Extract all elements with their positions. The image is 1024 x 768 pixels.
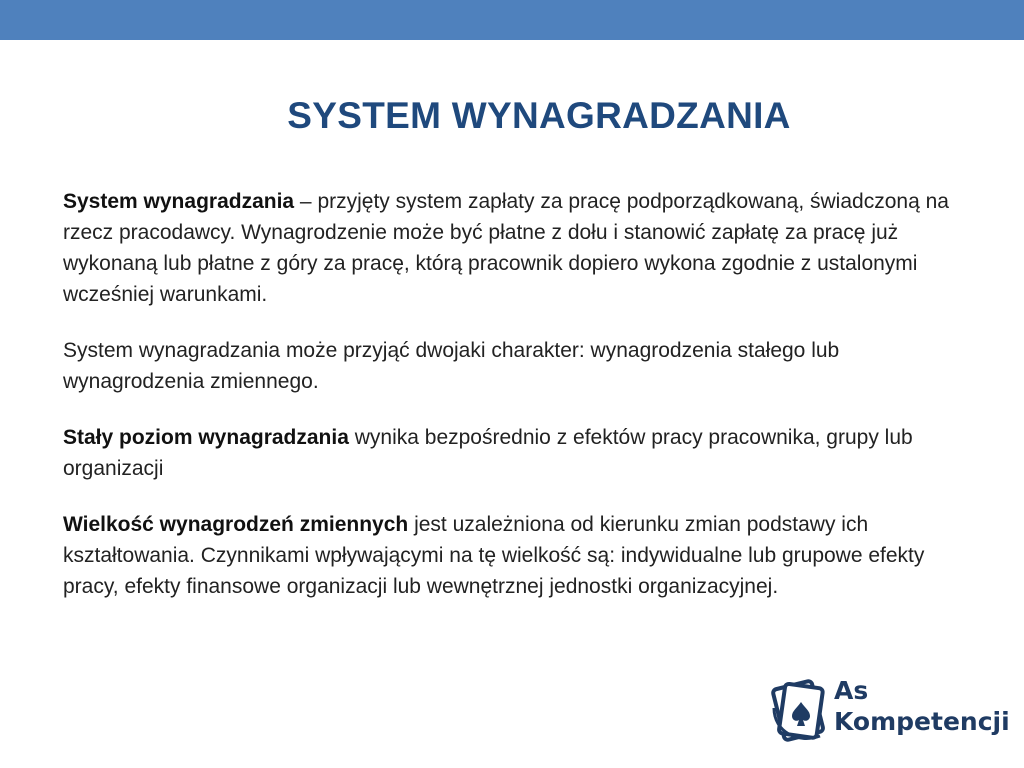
slide-content (63, 186, 973, 627)
paragraph-fixed-pay-text: wynika bezpośrednio z efektów pracy pracownika, grupy lub organizacji (63, 426, 913, 480)
logo-text (834, 676, 1010, 738)
paragraph-fixed-pay (63, 422, 973, 484)
paragraph-character (63, 335, 973, 397)
paragraph-variable-pay-text: jest uzależniona od kierunku zmian podstawy ich kształtowania. Czynnikami wpływającymi na tę wielkość są: indywidualne lub grupowe efekty pracy, efekty finansowe organizacji lub wewnętrznej jednostki organizacyjnej. (63, 513, 925, 598)
paragraph-variable-pay-bold: Wielkość wynagrodzeń zmiennych (63, 513, 409, 536)
slide-title: SYSTEM WYNAGRADZANIA (287, 95, 791, 136)
logo-line2: Kompetencji (834, 707, 1010, 736)
paragraph-definition-bold: System wynagradzania (63, 190, 295, 213)
logo-line1: As (834, 676, 869, 705)
paragraph-definition-text: – przyjęty system zapłaty za pracę podporządkowaną, świadczoną na rzecz pracodawcy. Wynagrodzenie może być płatne z dołu i stanowić zapłatę za pracę już wykonaną lub płatne z góry za pracę, którą pracownik dopiero wykona zgodnie z ustalonymi wcześniej warunkami. (63, 190, 949, 306)
top-accent-bar (0, 0, 1024, 40)
paragraph-definition (63, 186, 973, 310)
paragraph-variable-pay (63, 509, 973, 602)
logo (768, 670, 1010, 750)
paragraph-fixed-pay-bold: Stały poziom wynagradzania (63, 426, 349, 449)
card-spade-icon (768, 670, 832, 744)
paragraph-character-text: System wynagradzania może przyjąć dwojaki charakter: wynagrodzenia stałego lub wynagrodzenia zmiennego. (63, 339, 840, 393)
